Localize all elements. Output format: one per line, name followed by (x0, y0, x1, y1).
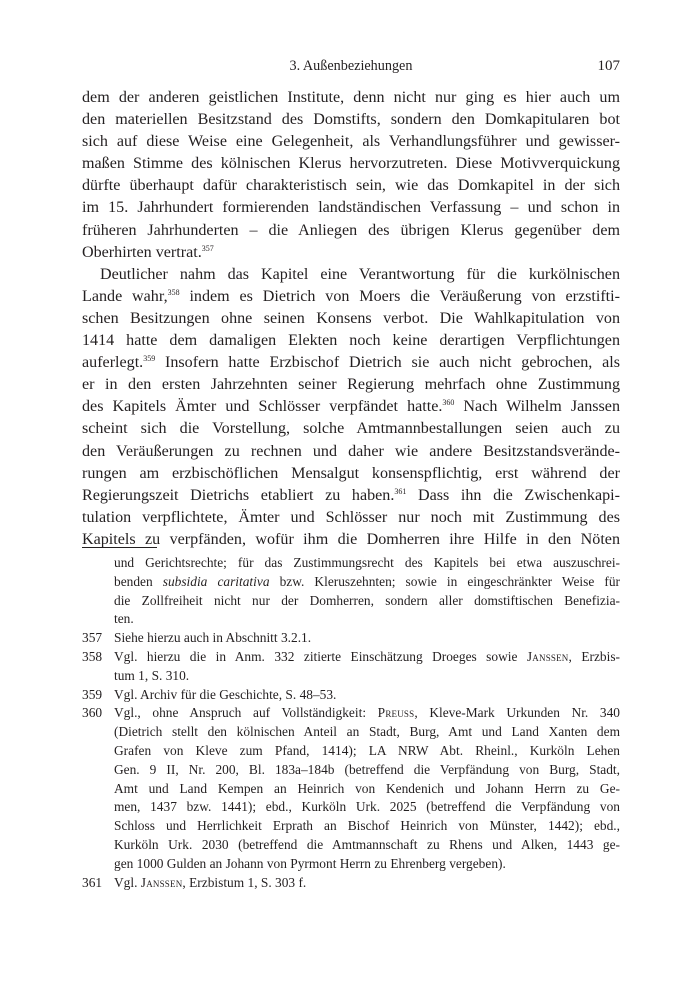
footnote-continued (82, 554, 620, 629)
text-line: dem der anderen geistlichen Institute, denn nicht nur ging es hier auch um (82, 89, 620, 106)
paragraph-2 (82, 264, 620, 551)
footnote-line: Vgl. Janssen, Erzbistum 1, S. 303 f. (114, 874, 307, 890)
italic-term: subsidia caritativa (162, 573, 270, 589)
author-name: Janssen (140, 874, 183, 890)
footnote-separator (82, 547, 157, 548)
footnote-number: 358 (82, 648, 103, 664)
text-line: den materiellen Besitzstand des Domstifts, sondern den Domkapitularen bot (82, 111, 620, 129)
page-number: 107 (597, 58, 620, 74)
footnote-line: die Zollfreiheit nicht nur der Domherren, sondern aller domstiftischen Benefizia- (114, 592, 620, 608)
footnote-line: Amt und Land Kempen an Heinrich von Kendenich und Johann Herrn zu Ge- (114, 780, 620, 796)
text-line: auferlegt.$^{359}$ Insofern hatte Erzbischof Dietrich sie auch nicht gebrochen, als (82, 354, 620, 372)
text-line: Kapitels zu verpfänden, wofür ihm die Domherren ihre Hilfe in den Nöten (82, 530, 620, 548)
footnotes (82, 554, 620, 892)
footnote-line: Vgl. Archiv für die Geschichte, S. 48–53. (114, 686, 337, 702)
footnote-line: (Dietrich stellt den kölnischen Anteil an Stadt, Burg, Amt und Land Xanten dem (114, 724, 620, 740)
footnote-number: 360 (82, 705, 103, 721)
text-line: Deutlicher nahm das Kapitel eine Verantwortung für die kurkölnischen (100, 265, 620, 283)
footnote-line: ten. (114, 611, 134, 627)
footnote-line: Schloss und Herrlichkeit Erprath an Bischof Heinrich von Münster, 1442); ebd., (114, 818, 620, 834)
footnote-line: tum 1, S. 310. (114, 667, 190, 683)
text-line: im 15. Jahrhundert formierenden landständischen Verfassung – und schon in (82, 199, 620, 217)
text-line: tulation verpflichtete, Ämter und Schlösser nur noch mit Zustimmung des (82, 508, 620, 526)
footnote-line: gen 1000 Gulden an Johann von Pyrmont Herrn zu Ehrenberg vergeben). (114, 855, 506, 871)
text-line: rungen am erzbischöflichen Mensalgut konsenspflichtig, erst während der (82, 464, 620, 482)
text-line: Oberhirten vertrat.$^{357}$ (82, 243, 214, 261)
footnote-361 (82, 874, 620, 893)
text-line: früheren Jahrhunderten – die Anliegen des übrigen Klerus gegenüber dem (82, 221, 620, 239)
author-name: Preuss (377, 705, 415, 721)
footnote-line: Grafen von Kleve zum Pfand, 1414); LA NRW Abt. Rheinl., Kurköln Lehen (114, 742, 620, 758)
footnote-number: 361 (82, 874, 103, 890)
footnote-line: Vgl., ohne Anspruch auf Vollständigkeit: Preuss, Kleve-Mark Urkunden Nr. 340 (114, 705, 620, 721)
text-line: scheint sich die Vorstellung, solche Amtmannbestallungen seien auch zu (82, 420, 620, 438)
text-line: den Veräußerungen zu rechnen und daher wie andere Besitzstandsverände- (82, 442, 620, 460)
text-line: dürfte überhaupt dafür charakteristisch sein, wie das Domkapitel in der sich (82, 177, 620, 195)
footnote-line: men, 1437 bzw. 1441); ebd., Kurköln Urk. 2025 (betreffend die Verpfändung von (114, 799, 620, 815)
footnote-ref-361[interactable]: 361 (394, 486, 407, 496)
author-name: Janssen (526, 648, 569, 664)
text-line: schen Besitzungen ohne seinen Konsens verbot. Die Wahlkapitulation von (82, 309, 620, 327)
footnote-line: Vgl. hierzu die in Anm. 332 zitierte Einschätzung Droeges sowie Janssen, Erzbis- (114, 648, 620, 664)
footnote-number: 357 (82, 630, 103, 646)
footnote-ref-357[interactable]: 357 (201, 243, 214, 253)
footnote-line: Gen. 9 II, Nr. 200, Bl. 183a–184b (betreffend die Verpfändung von Burg, Stadt, (114, 761, 620, 777)
paragraph-1 (82, 87, 620, 264)
text-line: sich auf diese Weise eine Gelegenheit, als Verhandlungsführer und gewisser- (82, 133, 620, 151)
text-line: 1414 hatte dem damaligen Elekten noch keine derartigen Verpflichtungen (82, 332, 620, 350)
main-text (82, 87, 620, 551)
footnote-ref-358[interactable]: 358 (167, 287, 180, 297)
footnote-line: benden subsidia caritativa bzw. Kleruszehnten; sowie in eingeschränkter Weise für (114, 573, 620, 589)
text-line: Lande wahr,$^{358}$ indem es Dietrich von Moers die Veräußerung von erzstifti- (82, 287, 620, 305)
footnote-359 (82, 686, 620, 705)
footnote-360 (82, 704, 620, 873)
footnote-line: Siehe hierzu auch in Abschnitt 3.2.1. (114, 630, 312, 646)
text-line: des Kapitels Ämter und Schlösser verpfändet hatte.$^{360}$ Nach Wilhelm Janssen (82, 398, 620, 416)
running-head: 3. Außenbeziehungen (289, 58, 413, 74)
text-line: Regierungszeit Dietrichs etabliert zu haben.$^{361}$ Dass ihn die Zwischenkapi- (82, 486, 621, 504)
footnote-ref-359[interactable]: 359 (143, 354, 156, 364)
footnote-line: Kurköln Urk. 2030 (betreffend die Amtmannschaft zu Rhens und Alken, 1443 ge- (114, 836, 620, 852)
footnote-ref-360[interactable]: 360 (442, 398, 455, 408)
text-line: maßen Stimme des kölnischen Klerus hervorzutreten. Diese Motivverquickung (82, 155, 620, 173)
footnote-line: und Gerichtsrechte; für das Zustimmungsrecht des Kapitels bei etwa auszuschrei- (114, 555, 620, 570)
footnote-358 (82, 648, 620, 686)
page-header (82, 58, 620, 80)
footnote-number: 359 (82, 686, 103, 702)
footnote-357 (82, 629, 620, 648)
text-line: er in den ersten Jahrzehnten seiner Regierung mehrfach ohne Zustimmung (82, 376, 620, 394)
